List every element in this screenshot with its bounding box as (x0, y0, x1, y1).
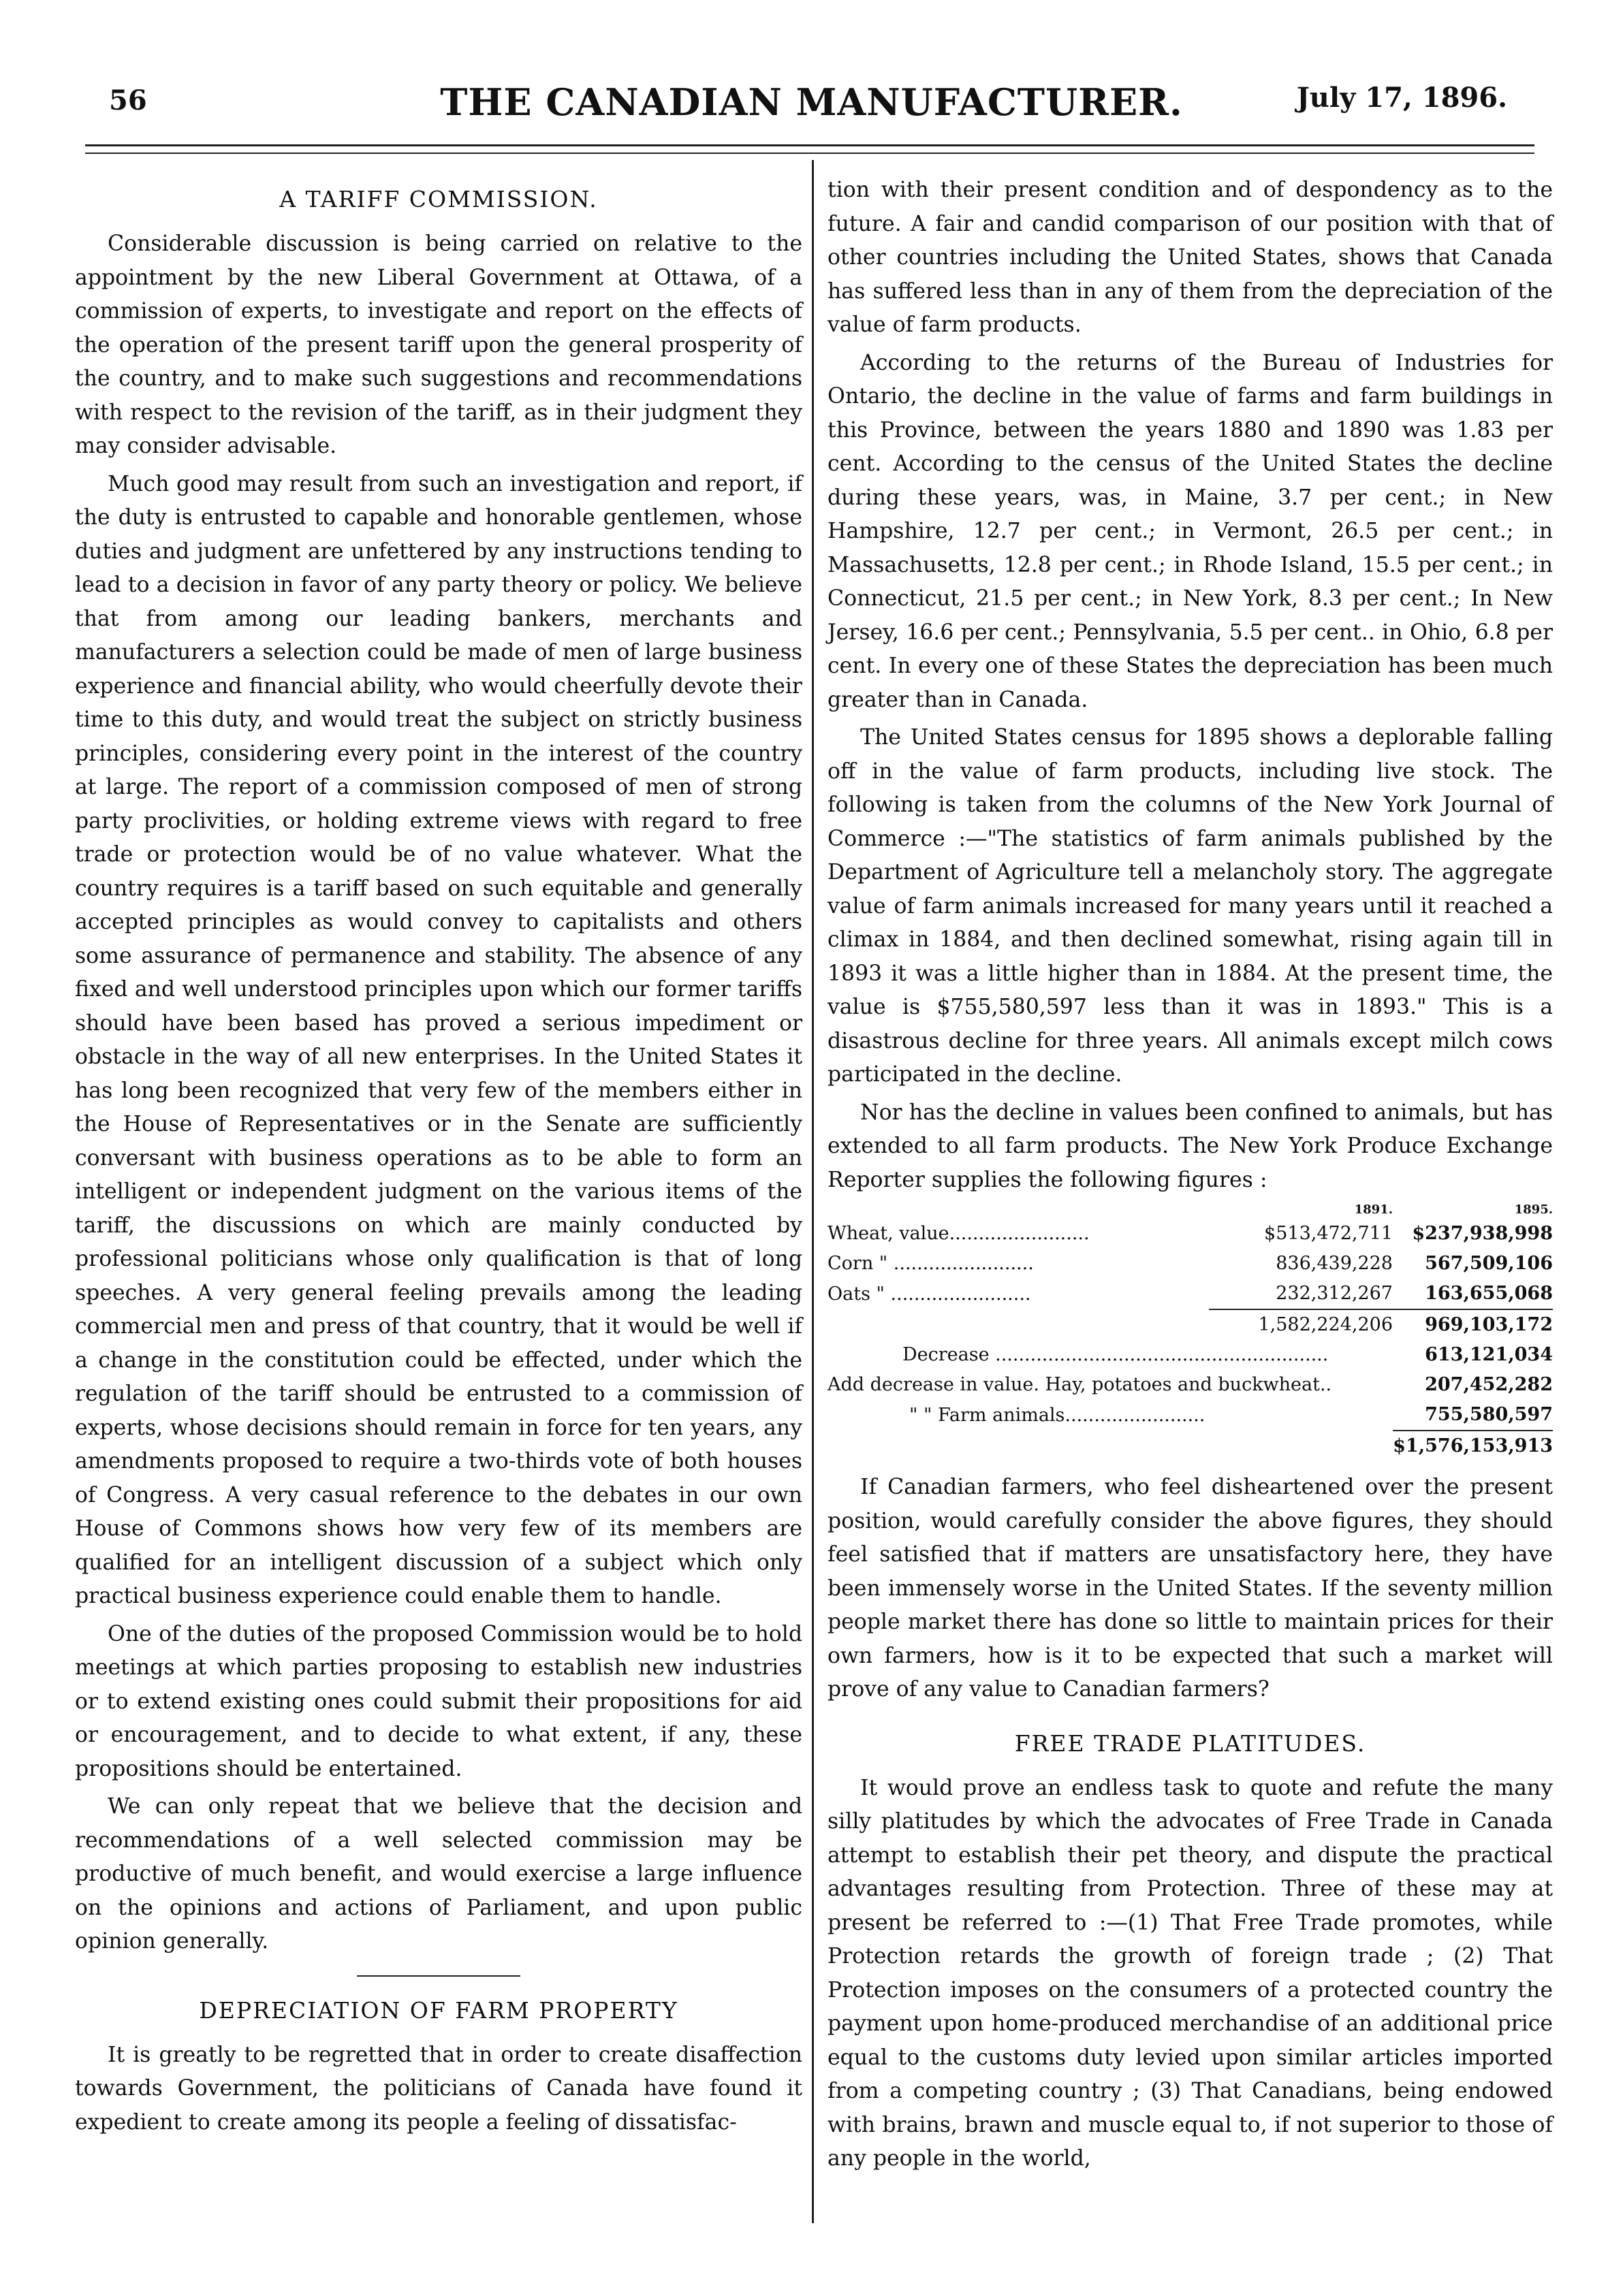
article-paragraph: According to the returns of the Bureau of Industries for Ontario, the decline in the value of farms and farm buildings in this Province, between the years 1880 and 1890 was 1.83 per cent. According to the census of the United States the decline during these years, was, in Maine, 3.7 per cent.; in New Hampshire, 12.7 per cent.; in Vermont, 26.5 per cent.; in Massachusetts, 12.8 per cent.; in Rhode Island, 15.5 per cent.; in Connecticut, 21.5 per cent.; in New York, 8.3 per cent.; In New Jersey, 16.6 per cent.; Pennsylvania, 5.5 per cent.. in Ohio, 6.8 per cent. In every one of these States the depreciation has been much greater than in Canada. (828, 350, 1553, 712)
table-row (828, 1400, 1553, 1431)
cell-value: 567,509,106 (1425, 1253, 1553, 1274)
article-paragraph: One of the duties of the proposed Commission would be to hold meetings at which parties proposing to establish new industries or to extend existing ones could submit their propositions for aid or encouragement, and to decide to what extent, if any, these propositions should be entertained. (75, 1621, 802, 1781)
row-label: Wheat, value........................ (828, 1223, 1090, 1244)
article-paragraph: Nor has the decline in values been confined to animals, but has extended to all farm products. The New York Produce Exchange Reporter supplies the following figures : (828, 1100, 1553, 1192)
table-total-row (828, 1309, 1553, 1340)
row-label: Oats " ........................ (828, 1283, 1031, 1305)
cell-value: $513,472,711 (1264, 1223, 1393, 1244)
article-paragraph: tion with their present condition and of despondency as to the future. A fair and candid comparison of our position with that of other countries including the United States, shows that Canada has suffered less than in any of them from the depreciation of the value of farm products. (828, 178, 1553, 337)
column-divider (812, 160, 814, 2223)
masthead (0, 0, 1623, 157)
cell-value: $237,938,998 (1412, 1223, 1553, 1244)
article-paragraph: If Canadian farmers, who feel disheartened over the present position, would carefully consider the above figures, they should feel satisfied that if matters are unsatisfactory here, they have been immensely worse in the United States. If the seventy million people market there has done so little to maintain prices for their own farmers, how is it to be expected that such a market will prove of any value to Canadian farmers? (828, 1475, 1553, 1702)
table-row (828, 1249, 1553, 1279)
row-label: Decrease ......................................................... (902, 1344, 1329, 1365)
table-grand-total-row (828, 1431, 1553, 1461)
grand-total-value: $1,576,153,913 (1393, 1431, 1553, 1461)
cell-value: 969,103,172 (1393, 1309, 1553, 1340)
masthead-rule (85, 153, 1534, 154)
cell-value: 755,580,597 (1425, 1404, 1553, 1425)
page-number: 56 (109, 84, 147, 116)
row-label: Add decrease in value. Hay, potatoes and buckwheat.. (828, 1374, 1332, 1395)
cell-value: 836,439,228 (1276, 1253, 1393, 1274)
row-label: " " Farm animals........................ (909, 1404, 1206, 1426)
issue-date: July 17, 1896. (1296, 82, 1507, 114)
article-paragraph: Much good may result from such an investigation and report, if the duty is entrusted to capable and honorable gentlemen, whose duties and judgment are unfettered by any instructions tending to lead to a decision in favor of any party theory or policy. We believe that from among our leading bankers, merchants and manufacturers a selection could be made of men of large business experience and financial ability, who would cheerfully devote their time to this duty, and would treat the subject on strictly business principles, considering every point in the interest of the country at large. The report of a commission composed of men of strong party proclivities, or holding extreme views with regard to free trade or protection would be of no value whatever. What the country requires is a tariff based on such equitable and generally accepted principles as would convey to capitalists and others some assurance of permanence and stability. The absence of any fixed and well understood principles upon which our former tariffs should have been based has proved a serious impediment or obstacle in the way of all new enterprises. In the United States it has long been recognized that very few of the members either in the House of Representatives or in the Senate are sufficiently conversant with business operations as to be able to form an intelligent or independent judgment on the various items of the tariff, the discussions on which are mainly conducted by professional politicians whose only qualification is that of long speeches. A very general feeling prevails among the leading commercial men and press of that country, that it would be well if a change in the constitution could be effected, under which the regulation of the tariff should be entrusted to a commission of experts, whose decisions should remain in force for ten years, any amendments proposed to require a two-thirds vote of both houses of Congress. A very casual reference to the debates in our own House of Commons shows how very few of its members are qualified for an intelligent discussion of a subject which only practical business experience could enable them to handle. (75, 471, 802, 1608)
row-label: Corn " ........................ (828, 1253, 1034, 1274)
article-paragraph: It would prove an endless task to quote and refute the many silly platitudes by which the advocates of Free Trade in Canada attempt to establish their pet theory, and dispute the practical advantages resulting from Protection. Three of these may at present be referred to :—(1) That Free Trade promotes, while Protection retards the growth of foreign trade ; (2) That Protection imposes on the consumers of a protected country the payment upon home-produced merchandise of an additional price equal to the customs duty levied upon similar articles imported from a competing country ; (3) That Canadians, being endowed with brains, brawn and muscle equal to, if not superior to those of any people in the world, (828, 1775, 1553, 2171)
article-title-depreciation: DEPRECIATION OF FARM PROPERTY (199, 1996, 678, 2024)
article-paragraph: We can only repeat that we believe that the decision and recommendations of a well selected commission may be productive of much benefit, and would exercise a large influence on the opinions and actions of Parliament, and upon public opinion generally. (75, 1794, 802, 1954)
cell-value: 232,312,267 (1276, 1283, 1393, 1304)
article-paragraph: The United States census for 1895 shows a deplorable falling off in the value of farm products, including live stock. The following is taken from the columns of the New York Journal of Commerce :—"The statistics of farm animals published by the Department of Agriculture tell a melancholy story. The aggregate value of farm animals increased for many years until it reached a climax in 1884, and then declined somewhat, rising again till in 1893 it was a little higher than in 1884. At the present time, the value is $755,580,597 less than it was in 1893." This is a disastrous decline for three years. All animals except milch cows participated in the decline. (828, 725, 1553, 1087)
section-divider (357, 1975, 520, 1977)
cell-value: 1,582,224,206 (1209, 1309, 1393, 1340)
farm-products-figures-table (828, 1201, 1553, 1461)
table-row (828, 1340, 1553, 1370)
left-column (75, 174, 802, 2143)
cell-value: 207,452,282 (1425, 1374, 1553, 1395)
cell-value: 163,655,068 (1425, 1283, 1553, 1304)
cell-value: 613,121,034 (1425, 1344, 1553, 1365)
article-title-tariff-commission: A TARIFF COMMISSION. (279, 186, 598, 212)
table-header-row (828, 1201, 1553, 1219)
publication-title: THE CANADIAN MANUFACTURER. (440, 80, 1183, 124)
masthead-rule (85, 144, 1534, 146)
article-title-free-trade: FREE TRADE PLATITUDES. (1014, 1729, 1366, 1757)
article-paragraph: It is greatly to be regretted that in order to create disaffection towards Government, the politicians of Canada have found it expedient to create among its people a feeling of dissatisfac- (75, 2042, 802, 2135)
right-column (828, 174, 1553, 2180)
year-header: 1895. (1514, 1202, 1553, 1217)
article-paragraph: Considerable discussion is being carried on relative to the appointment by the new Liberal Government at Ottawa, of a commission of experts, to investigate and report on the effects of the operation of the present tariff upon the general prosperity of the country, and to make such suggestions and recommendations with respect to the revision of the tariff, as in their judgment they may consider advisable. (75, 232, 802, 458)
table-row (828, 1279, 1553, 1309)
table-row (828, 1370, 1553, 1400)
table-row (828, 1219, 1553, 1249)
year-header: 1891. (1354, 1202, 1393, 1217)
